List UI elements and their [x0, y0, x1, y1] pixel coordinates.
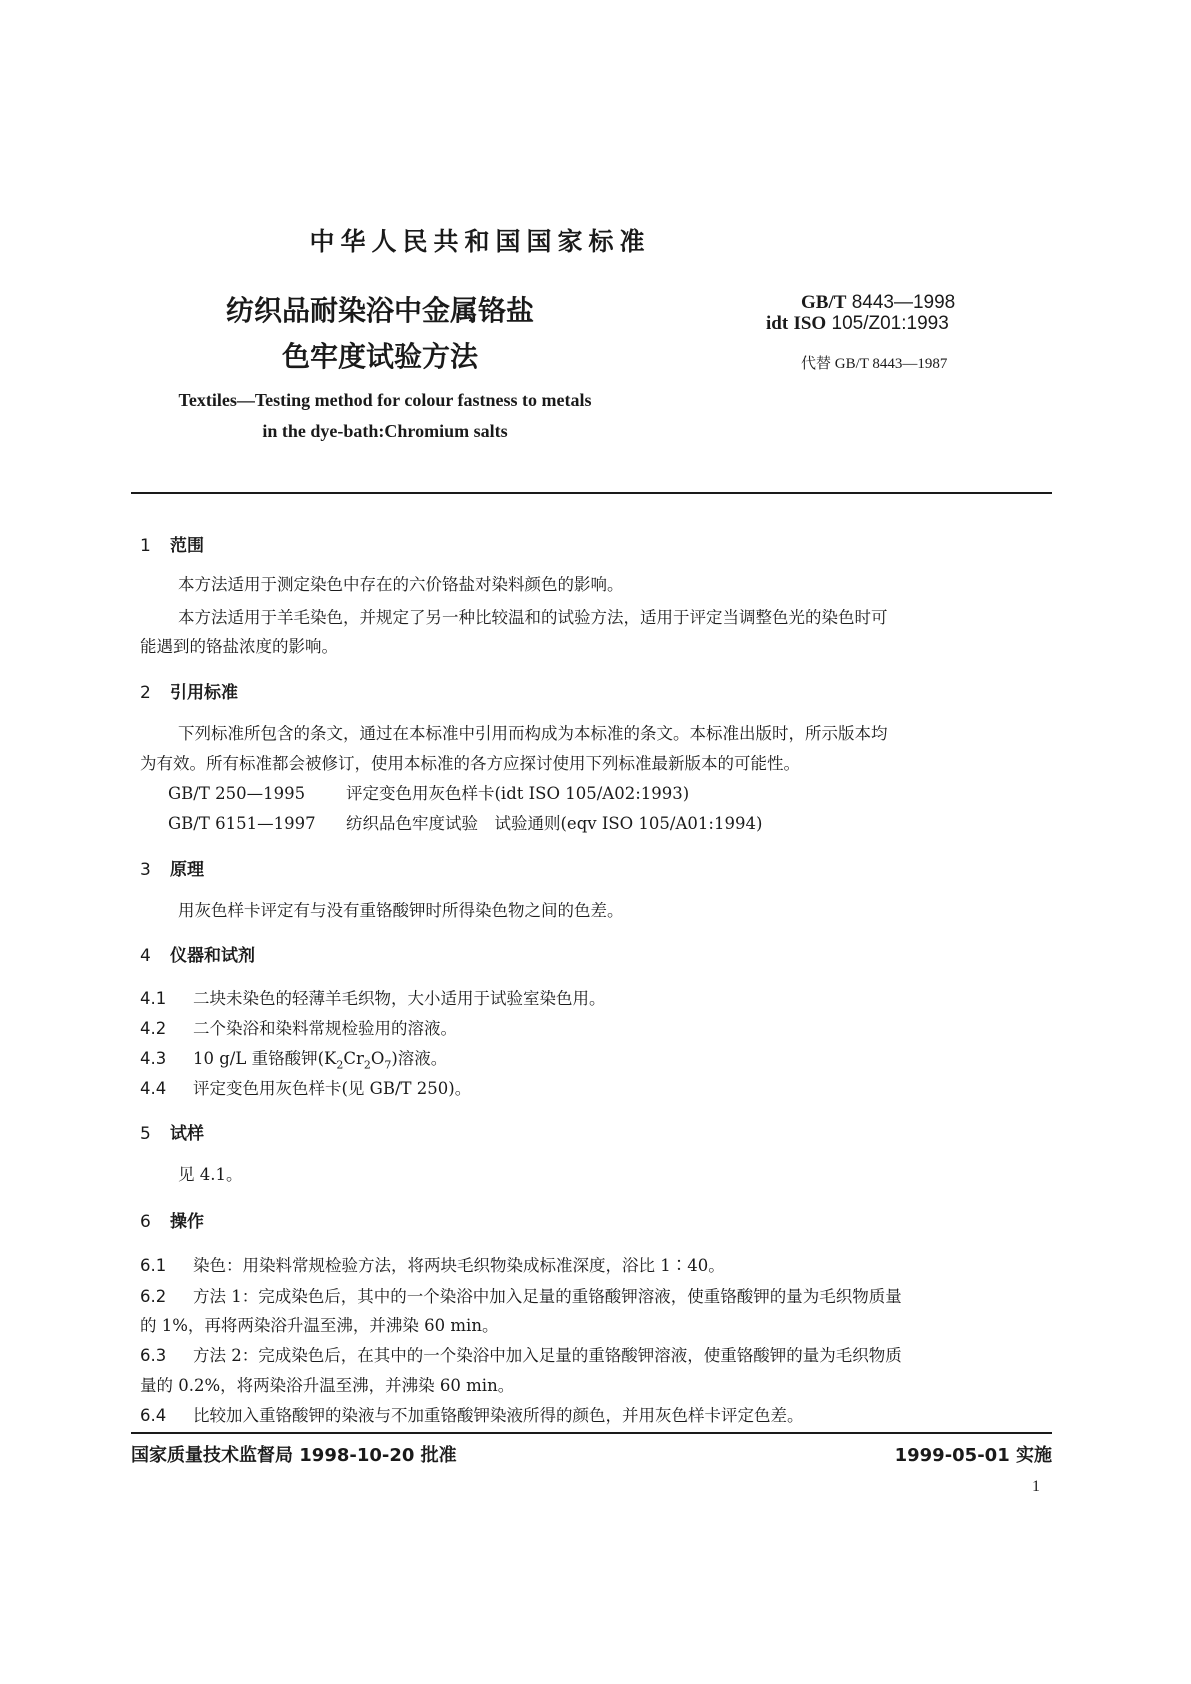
item-6-4: 6.4 比较加入重铬酸钾的染液与不加重铬酸钾染液所得的颜色，并用灰色样卡评定色差。 [140, 1406, 804, 1425]
section-1-paragraph-2-cont: 能遇到的铬盐浓度的影响。 [140, 637, 338, 656]
item-6-2: 6.2 方法 1：完成染色后，其中的一个染浴中加入足量的重铬酸钾溶液，使重铬酸钾的量为毛织物质量 [140, 1287, 902, 1306]
section-1-paragraph-2: 本方法适用于羊毛染色，并规定了另一种比较温和的试验方法，适用于评定当调整色光的染色时可 [178, 608, 888, 627]
item-4-3: 4.3 10 g/L 重铬酸钾$(K_2Cr_2O_7)$溶液。 [140, 1049, 448, 1072]
standard-number: GB/T 8443—1998 [801, 292, 956, 313]
document-title-line1: 纺织品耐染浴中金属铬盐 [225, 294, 534, 327]
section-1-paragraph-1: 本方法适用于测定染色中存在的六价铬盐对染料颜色的影响。 [178, 575, 624, 594]
replaces-standard: 代替 GB/T 8443—1987 [801, 356, 948, 372]
item-6-2-cont: 的 1%，再将两染浴升温至沸，并沸染 60 min。 [140, 1316, 499, 1335]
footer-divider [131, 1432, 1052, 1434]
section-2-heading: 2 引用标准 [140, 683, 238, 703]
effective-date: 1999-05-01 实施 [894, 1445, 1052, 1466]
iso-equivalent: idt ISO 105/Z01:1993 [766, 313, 949, 334]
section-1-heading: 1 范围 [140, 536, 204, 556]
item-4-2: 4.2 二个染浴和染料常规检验用的溶液。 [140, 1019, 457, 1038]
page-number: 1 [1032, 1478, 1040, 1495]
item-6-3-cont: 量的 0.2%，将两染浴升温至沸，并沸染 60 min。 [140, 1376, 515, 1395]
section-5-paragraph: 见 4.1。 [178, 1165, 243, 1184]
section-2-paragraph-cont: 为有效。所有标准都会被修订，使用本标准的各方应探讨使用下列标准最新版本的可能性。 [140, 754, 800, 773]
section-2-paragraph: 下列标准所包含的条文，通过在本标准中引用而构成为本标准的条文。本标准出版时，所示版本均 [178, 724, 888, 743]
header-divider [131, 492, 1052, 494]
item-4-4: 4.4 评定变色用灰色样卡(见 GB/T 250)。 [140, 1079, 472, 1098]
reference-1: GB/T 250—1995 评定变色用灰色样卡(idt ISO 105/A02:1993) [168, 784, 690, 803]
approval-date: 国家质量技术监督局 1998-10-20 批准 [131, 1445, 457, 1466]
section-6-heading: 6 操作 [140, 1212, 204, 1232]
item-6-1: 6.1 染色：用染料常规检验方法，将两块毛织物染成标准深度，浴比 1∶40。 [140, 1256, 725, 1275]
section-3-paragraph: 用灰色样卡评定有与没有重铬酸钾时所得染色物之间的色差。 [178, 901, 624, 920]
section-4-heading: 4 仪器和试剂 [140, 946, 255, 966]
english-title-line2: in the dye-bath:Chromium salts [262, 421, 508, 441]
reference-2: GB/T 6151—1997 纺织品色牢度试验 试验通则(eqv ISO 105/A01:1994) [168, 814, 763, 833]
english-title-line1: Textiles—Testing method for colour fastness to metals [178, 390, 592, 410]
item-4-1: 4.1 二块未染色的轻薄羊毛织物，大小适用于试验室染色用。 [140, 989, 606, 1008]
item-6-3: 6.3 方法 2：完成染色后，在其中的一个染浴中加入足量的重铬酸钾溶液，使重铬酸钾的量为毛织物质 [140, 1346, 902, 1365]
document-title-line2: 色牢度试验方法 [281, 340, 478, 373]
section-5-heading: 5 试样 [140, 1124, 204, 1144]
national-standard-heading: 中华人民共和国国家标准 [309, 227, 651, 256]
section-3-heading: 3 原理 [140, 860, 204, 880]
